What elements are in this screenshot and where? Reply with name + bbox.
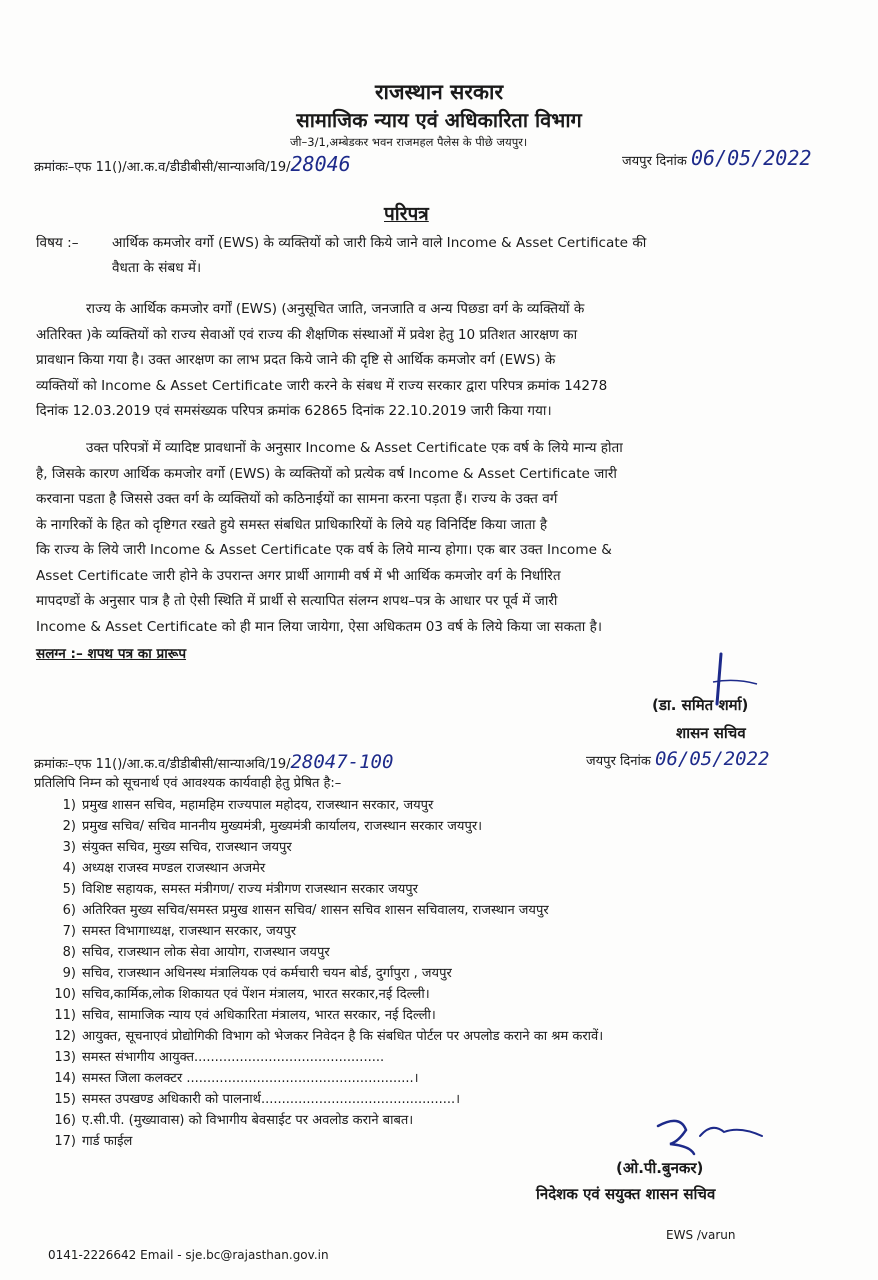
issue-date: [622, 146, 811, 170]
paragraph-line: है, जिसके कारण आर्थिक कमजोर वर्गो (EWS) के व्यक्तियों को प्रत्येक वर्ष Income & Asset Certificate जारी: [36, 465, 617, 482]
department-address: जी–3/1,अम्बेडकर भवन राजमहल पैलेस के पीछे जयपुर।: [290, 135, 528, 149]
paragraph-line: मापदण्डों के अनुसार पात्र है तो ऐसी स्थिति में प्रार्थी से सत्यापित संलग्न शपथ–पत्र के आधार पर पूर्व में जारी: [36, 593, 558, 609]
paragraph-line: Income & Asset Certificate को ही मान लिया जायेगा, ऐसा अधिकतम 03 वर्ष के लिये किया जा सकता है।: [36, 618, 603, 635]
list-item: 6) अतिरिक्त मुख्य सचिव/समस्त प्रमुख शासन सचिव/ शासन सचिव शासन सचिवालय, राजस्थान जयपुर: [62, 903, 549, 918]
paragraph-line: के नागरिकों के हित को दृष्टिगत रखते हुये समस्त संबधित प्राधिकारियों के लिये यह विनिर्दिष्ट किया जाता है: [36, 516, 548, 533]
reference-prefix: क्रमांकः–एफ 11()/आ.क.व/डीडीबीसी/सान्याअवि/19/: [34, 160, 291, 175]
reference-number: [34, 152, 351, 176]
list-item: 2) प्रमुख सचिव/ सचिव माननीय मुख्यमंत्री, मुख्यमंत्री कार्यालय, राजस्थान सरकार जयपुर।: [62, 819, 483, 834]
paragraph-1: [36, 297, 794, 425]
date-handwritten: 06/05/2022: [691, 146, 812, 170]
list-item: 15) समस्त उपखण्ड अधिकारी को पालनार्थ...............................................।: [54, 1092, 461, 1107]
list-item: 3) संयुक्त सचिव, मुख्य सचिव, राजस्थान जयपुर: [62, 840, 292, 855]
list-item: 11) सचिव, सामाजिक न्याय एवं अधिकारिता मंत्रालय, भारत सरकार, नई दिल्ली।: [54, 1008, 436, 1023]
list-item: 10) सचिव,कार्मिक,लोक शिकायत एवं पेंशन मंत्रालय, भारत सरकार,नई दिल्ली।: [54, 987, 430, 1002]
paragraph-line: प्रावधान किया गया है। उक्त आरक्षण का लाभ प्रदत किये जाने की दृष्टि से आर्थिक कमजोर वर्ग (EWS) के: [36, 352, 556, 368]
subject-line-2: वैधता के संबध में।: [112, 260, 202, 276]
list-item: 5) विशिष्ट सहायक, समस्त मंत्रीगण/ राज्य मंत्रीगण राजस्थान सरकार जयपुर: [62, 882, 418, 897]
signer-2-designation: निदेशक एवं सयुक्त शासन सचिव: [536, 1185, 716, 1203]
paragraph-line: करवाना पडता है जिससे उक्त वर्ग के व्यक्तियों को कठिनाईयों का सामना करना पड़ता हैं। राज्य के उक्त वर्ग: [36, 491, 558, 507]
list-item: 13) समस्त संभागीय आयुक्त..............................................: [54, 1050, 385, 1065]
department-title: सामाजिक न्याय एवं अधिकारिता विभाग: [296, 108, 582, 132]
copy-date-handwritten: 06/05/2022: [655, 748, 770, 770]
copy-reference-handwritten-number: 28047-100: [290, 751, 394, 773]
signer-1-name: (डा. समित शर्मा): [652, 696, 749, 714]
govt-title: राजस्थान सरकार: [374, 80, 504, 104]
list-item: 8) सचिव, राजस्थान लोक सेवा आयोग, राजस्थान जयपुर: [62, 945, 330, 960]
list-item: 12) आयुक्त, सूचनाएवं प्रोद्योगिकी विभाग को भेजकर निवेदन है कि संबधित पोर्टल पर अपलोड कराने का श्रम करावें।: [54, 1029, 604, 1044]
copy-reference-prefix: क्रमांकः–एफ 11()/आ.क.व/डीडीबीसी/सान्याअवि/19/: [34, 757, 291, 772]
enclosure-note: सलग्न :– शपथ पत्र का प्रारूप: [36, 646, 187, 662]
paragraph-line: Asset Certificate जारी होने के उपरान्त अगर प्रार्थी आगामी वर्ष में भी आर्थिक कमजोर वर्ग के निर्धारित: [36, 567, 561, 584]
paragraph-line: अतिरिक्त )के व्यक्तियों को राज्य सेवाओं एवं राज्य की शैक्षणिक संस्थाओं में प्रवेश हेतु 10 प्रतिशत आरक्षण का: [36, 326, 578, 343]
list-item: 4) अध्यक्ष राजस्व मण्डल राजस्थान अजमेर: [62, 861, 266, 876]
ews-reference: EWS /varun: [666, 1228, 736, 1242]
subject-label: विषय :–: [36, 235, 79, 251]
signature-mark-2: [650, 1112, 770, 1160]
paragraph-line: व्यक्तियों को Income & Asset Certificate जारी करने के संबध में राज्य सरकार द्वारा परिपत्र क्रमांक 14278: [36, 377, 608, 394]
paragraph-2: [36, 436, 794, 640]
copy-reference-number: [34, 751, 393, 773]
copy-intro: प्रतिलिपि निम्न को सूचनार्थ एवं आवश्यक कार्यवाही हेतु प्रेषित है:–: [34, 776, 342, 791]
paragraph-line: दिनांक 12.03.2019 एवं समसंख्यक परिपत्र क्रमांक 62865 दिनांक 22.10.2019 जारी किया गया।: [36, 403, 552, 419]
paragraph-line: राज्य के आर्थिक कमजोर वर्गों (EWS) (अनुसूचित जाति, जनजाति व अन्य पिछडा वर्ग के व्यक्तियों के: [86, 301, 585, 317]
copy-date-label: जयपुर दिनांक: [586, 754, 651, 769]
date-label: जयपुर दिनांक: [622, 154, 687, 169]
copy-issue-date: [586, 748, 769, 770]
paragraph-line: उक्त परिपत्रों में व्यादिष्ट प्रावधानों के अनुसार Income & Asset Certificate एक वर्ष के लिये मान्य होता: [86, 440, 623, 456]
list-item: 1) प्रमुख शासन सचिव, महामहिम राज्यपाल महोदय, राजस्थान सरकार, जयपुर: [62, 798, 434, 813]
list-item: 9) सचिव, राजस्थान अधिनस्थ मंत्रालियक एवं कर्मचारी चयन बोर्ड, दुर्गापुरा , जयपुर: [62, 966, 452, 981]
list-item: 14) समस्त जिला कलक्टर .......................................................।: [54, 1071, 419, 1086]
list-item: 7) समस्त विभागाध्यक्ष, राजस्थान सरकार, जयपुर: [62, 924, 297, 939]
signer-2-name: (ओ.पी.बुनकर): [616, 1159, 704, 1177]
circular-title: परिपत्र: [384, 203, 429, 225]
reference-handwritten-number: 28046: [290, 152, 351, 176]
paragraph-line: कि राज्य के लिये जारी Income & Asset Certificate एक वर्ष के लिये मान्य होगा। एक बार उक्त Income &: [36, 542, 612, 558]
footer-contact: 0141-2226642 Email - sje.bc@rajasthan.gov.in: [48, 1248, 329, 1262]
list-item: 16) ए.सी.पी. (मुख्यावास) को विभागीय बेवसाईट पर अवलोड कराने बाबत।: [54, 1113, 414, 1128]
signer-1-designation: शासन सचिव: [676, 724, 746, 742]
subject-line-1: आर्थिक कमजोर वर्गो (EWS) के व्यक्तियों को जारी किये जाने वाले Income & Asset Certificate की: [112, 235, 647, 251]
list-item: 17) गार्ड फाईल: [54, 1134, 133, 1149]
